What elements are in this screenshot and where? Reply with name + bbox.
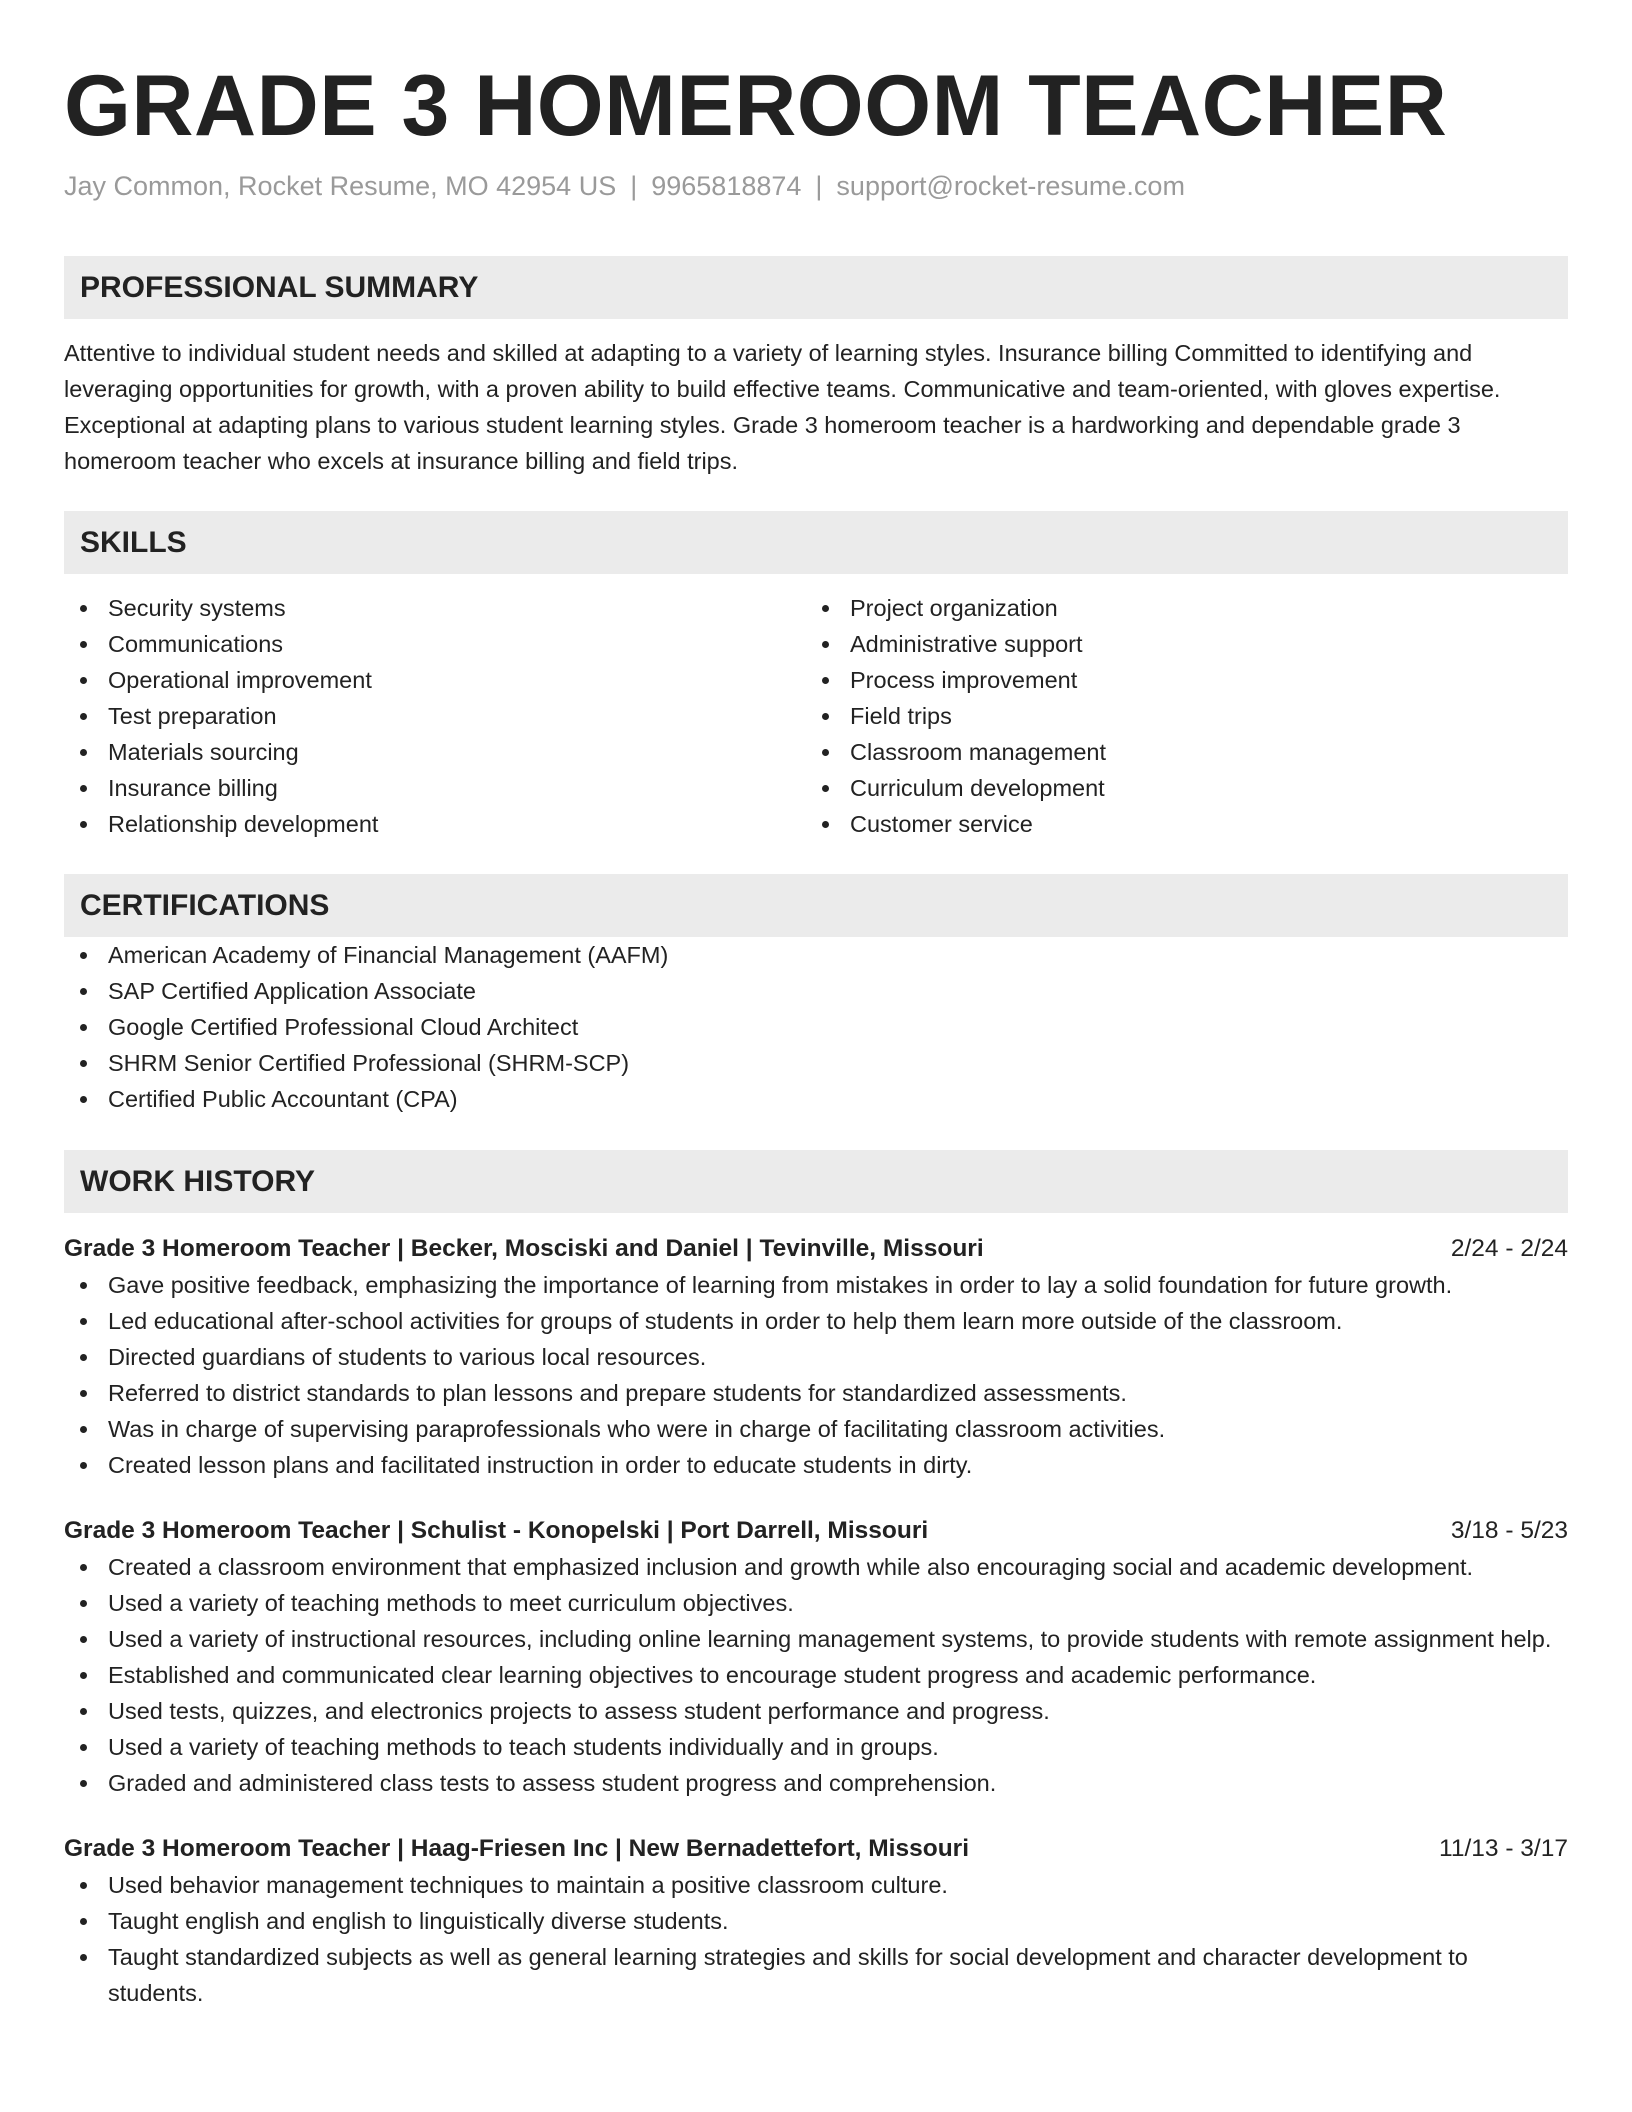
- bullet-icon: [80, 1744, 87, 1751]
- job-bullet-list: [64, 1267, 1568, 1483]
- list-item-text: Used behavior management techniques to maintain a positive classroom culture.: [108, 1872, 948, 1898]
- list-item: [64, 1081, 1568, 1117]
- list-item-text: Created lesson plans and facilitated instruction in order to educate students in dirty.: [108, 1452, 973, 1478]
- list-item: [806, 662, 1548, 698]
- certifications-heading: CERTIFICATIONS: [64, 874, 1568, 937]
- list-item-text: Classroom management: [850, 739, 1106, 765]
- list-item: [806, 590, 1548, 626]
- bullet-icon: [822, 677, 829, 684]
- list-item: [64, 590, 806, 626]
- bullet-icon: [80, 1318, 87, 1325]
- bullet-icon: [80, 1462, 87, 1469]
- list-item: [64, 937, 1568, 973]
- list-item: [64, 973, 1568, 1009]
- list-item: [64, 1447, 1568, 1483]
- list-item: [64, 1267, 1568, 1303]
- contact-phone: 9965818874: [651, 171, 802, 201]
- list-item: [64, 1657, 1568, 1693]
- list-item-text: Used a variety of teaching methods to meet curriculum objectives.: [108, 1590, 794, 1616]
- job-header: [64, 1831, 1568, 1867]
- bullet-icon: [80, 1708, 87, 1715]
- list-item-text: Google Certified Professional Cloud Architect: [108, 1014, 579, 1040]
- skills-column-left: [64, 590, 806, 842]
- list-item-text: Insurance billing: [108, 775, 278, 801]
- list-item-text: Established and communicated clear learning objectives to encourage student progress and academic performance.: [108, 1662, 1317, 1688]
- bullet-icon: [822, 641, 829, 648]
- skills-heading: SKILLS: [64, 511, 1568, 574]
- list-item: [64, 1765, 1568, 1801]
- list-item: [64, 1303, 1568, 1339]
- list-item: [64, 1693, 1568, 1729]
- bullet-icon: [822, 785, 829, 792]
- list-item-text: Led educational after-school activities for groups of students in order to help them learn more outside of the classroom.: [108, 1308, 1343, 1334]
- list-item: [806, 626, 1548, 662]
- bullet-icon: [80, 713, 87, 720]
- list-item-text: American Academy of Financial Management (AAFM): [108, 942, 669, 968]
- list-item-text: Process improvement: [850, 667, 1078, 693]
- list-item-text: Materials sourcing: [108, 739, 299, 765]
- bullet-icon: [80, 1060, 87, 1067]
- job-dates: 2/24 - 2/24: [1450, 1235, 1568, 1262]
- list-item: [806, 806, 1548, 842]
- list-item-text: Gave positive feedback, emphasizing the importance of learning from mistakes in order to lay a solid foundation for future growth.: [108, 1272, 1453, 1298]
- bullet-icon: [80, 1390, 87, 1397]
- bullet-icon: [80, 1882, 87, 1889]
- bullet-icon: [80, 641, 87, 648]
- bullet-icon: [80, 749, 87, 756]
- skills-list-right: [806, 590, 1548, 842]
- list-item: [64, 698, 806, 734]
- list-item: [64, 626, 806, 662]
- list-item: [64, 1411, 1568, 1447]
- list-item-text: Created a classroom environment that emphasized inclusion and growth while also encouraging social and academic development.: [108, 1554, 1474, 1580]
- list-item-text: Taught english and english to linguistically diverse students.: [108, 1908, 729, 1934]
- list-item: [64, 1729, 1568, 1765]
- list-item: [64, 1585, 1568, 1621]
- list-item-text: Field trips: [850, 703, 952, 729]
- resume-page: [64, 0, 1568, 2011]
- list-item: [806, 770, 1548, 806]
- bullet-icon: [80, 1096, 87, 1103]
- list-item: [64, 1375, 1568, 1411]
- list-item-text: Directed guardians of students to various local resources.: [108, 1344, 707, 1370]
- bullet-icon: [80, 1426, 87, 1433]
- list-item-text: Curriculum development: [850, 775, 1105, 801]
- list-item: [64, 1621, 1568, 1657]
- list-item: [64, 770, 806, 806]
- bullet-icon: [80, 1918, 87, 1925]
- bullet-icon: [80, 1282, 87, 1289]
- skills-grid: [64, 590, 1568, 842]
- summary-heading: PROFESSIONAL SUMMARY: [64, 256, 1568, 319]
- list-item-text: Certified Public Accountant (CPA): [108, 1086, 458, 1112]
- work-history-heading: WORK HISTORY: [64, 1150, 1568, 1213]
- job-entry: [64, 1831, 1568, 2011]
- list-item: [806, 734, 1548, 770]
- bullet-icon: [80, 821, 87, 828]
- list-item-text: Used a variety of instructional resources, including online learning management systems, to provide students with remote assignment help.: [108, 1626, 1552, 1652]
- contact-email: support@rocket-resume.com: [836, 171, 1185, 201]
- certifications-list: [64, 937, 1568, 1117]
- bullet-icon: [822, 605, 829, 612]
- job-header: [64, 1231, 1568, 1267]
- list-item-text: Operational improvement: [108, 667, 372, 693]
- list-item-text: Relationship development: [108, 811, 379, 837]
- list-item: [64, 1939, 1568, 2011]
- job-title: Grade 3 Homeroom Teacher | Schulist - Konopelski | Port Darrell, Missouri: [64, 1517, 929, 1544]
- bullet-icon: [822, 821, 829, 828]
- bullet-icon: [80, 785, 87, 792]
- skills-column-right: [806, 590, 1548, 842]
- list-item: [64, 1867, 1568, 1903]
- bullet-icon: [822, 749, 829, 756]
- resume-name: GRADE 3 HOMEROOM TEACHER: [64, 58, 1448, 154]
- list-item-text: Customer service: [850, 811, 1033, 837]
- list-item: [64, 662, 806, 698]
- bullet-icon: [80, 1600, 87, 1607]
- contact-separator: |: [815, 171, 823, 201]
- bullet-icon: [80, 988, 87, 995]
- list-item: [64, 1549, 1568, 1585]
- bullet-icon: [80, 1672, 87, 1679]
- job-dates: 3/18 - 5/23: [1450, 1517, 1568, 1544]
- contact-line: [64, 168, 1568, 204]
- list-item-text: Taught standardized subjects as well as general learning strategies and skills for social development and character development to students.: [108, 1944, 1468, 2006]
- list-item-text: Administrative support: [850, 631, 1083, 657]
- list-item: [64, 1903, 1568, 1939]
- bullet-icon: [80, 1636, 87, 1643]
- job-title: Grade 3 Homeroom Teacher | Becker, Mosciski and Daniel | Tevinville, Missouri: [64, 1235, 984, 1262]
- skills-list-left: [64, 590, 806, 842]
- bullet-icon: [80, 1024, 87, 1031]
- list-item-text: Communications: [108, 631, 284, 657]
- list-item: [64, 806, 806, 842]
- bullet-icon: [80, 1354, 87, 1361]
- list-item: [64, 1045, 1568, 1081]
- bullet-icon: [80, 1780, 87, 1787]
- summary-text: Attentive to individual student needs and skilled at adapting to a variety of learning styles. Insurance billing Committed to identifying and leveraging opportunities for growth, with a proven ability to build effective teams. Communicative and team-oriented, with gloves expertise. Exceptional at adapting plans to various student learning styles. Grade 3 homeroom teacher is a hardworking and dependable grade 3 homeroom teacher who excels at insurance billing and field trips.: [64, 340, 1501, 474]
- list-item-text: Was in charge of supervising paraprofessionals who were in charge of facilitating classroom activities.: [108, 1416, 1166, 1442]
- list-item: [806, 698, 1548, 734]
- job-entry: [64, 1231, 1568, 1483]
- list-item-text: SAP Certified Application Associate: [108, 978, 476, 1004]
- bullet-icon: [80, 605, 87, 612]
- list-item-text: Graded and administered class tests to assess student progress and comprehension.: [108, 1770, 997, 1796]
- list-item-text: SHRM Senior Certified Professional (SHRM-SCP): [108, 1050, 630, 1076]
- list-item-text: Security systems: [108, 595, 286, 621]
- bullet-icon: [822, 713, 829, 720]
- bullet-icon: [80, 1564, 87, 1571]
- job-title: Grade 3 Homeroom Teacher | Haag-Friesen Inc | New Bernadettefort, Missouri: [64, 1835, 970, 1862]
- job-entry: [64, 1513, 1568, 1801]
- job-header: [64, 1513, 1568, 1549]
- bullet-icon: [80, 677, 87, 684]
- list-item: [64, 734, 806, 770]
- bullet-icon: [80, 1954, 87, 1961]
- job-bullet-list: [64, 1867, 1568, 2011]
- list-item: [64, 1339, 1568, 1375]
- work-history-list: [64, 1231, 1568, 2011]
- contact-separator: |: [630, 171, 638, 201]
- list-item-text: Project organization: [850, 595, 1058, 621]
- bullet-icon: [80, 952, 87, 959]
- list-item-text: Used a variety of teaching methods to teach students individually and in groups.: [108, 1734, 939, 1760]
- job-dates: 11/13 - 3/17: [1439, 1835, 1568, 1862]
- list-item-text: Test preparation: [108, 703, 277, 729]
- list-item-text: Referred to district standards to plan lessons and prepare students for standardized assessments.: [108, 1380, 1127, 1406]
- list-item: [64, 1009, 1568, 1045]
- job-bullet-list: [64, 1549, 1568, 1801]
- list-item-text: Used tests, quizzes, and electronics projects to assess student performance and progress.: [108, 1698, 1050, 1724]
- contact-address: Jay Common, Rocket Resume, MO 42954 US: [64, 171, 617, 201]
